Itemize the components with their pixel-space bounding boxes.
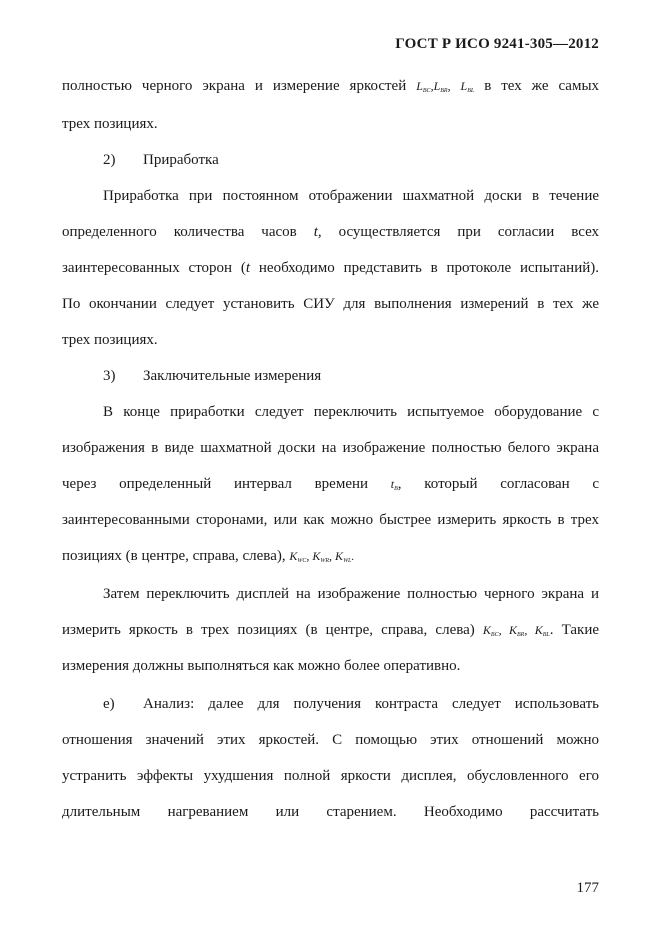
text-line: длительным нагреванием или старением. Необходимо рассчитать	[62, 804, 599, 820]
luminance-symbol: $L_{BC},L_{BR}$,	[416, 79, 451, 94]
text-line: трех позициях.	[62, 116, 158, 132]
page-number: 177	[576, 880, 599, 896]
text-line: устранить эффекты ухудшения полной яркости дисплея, обусловленного его	[62, 768, 599, 784]
text-line: полностью черного экрана и измерение яркостей $L_{BC},L_{BR}$, $L_{BL}$ в тех же самых	[62, 78, 600, 94]
luminance-symbol: $K_{BC}$, $K_{BR}$, $K_{BL}$	[482, 623, 550, 638]
section-heading: 3) Заключительные измерения	[103, 368, 322, 384]
section-heading: 2) Приработка	[103, 152, 219, 168]
time-symbol: $t_B$	[390, 477, 398, 492]
text-line: заинтересованных сторон (t необходимо представить в протоколе испытаний).	[62, 260, 600, 276]
luminance-symbol: $L_{BL}$	[460, 79, 475, 94]
text-line: отношения значений этих яркостей. С помощью этих отношений можно	[62, 732, 599, 748]
text-line: измерения должны выполняться как можно более оперативно.	[62, 658, 461, 674]
text-line: трех позициях.	[62, 332, 158, 348]
text-line: измерить яркость в трех позициях (в центре, справа, слева) $K_{BC}$, $K_{BR}$, $K_{BL}$. Такие	[62, 622, 600, 638]
text-line: заинтересованными сторонами, или как можно быстрее измерить яркость в трех	[62, 512, 599, 528]
text-line: Приработка при постоянном отображении шахматной доски в течение	[103, 188, 599, 204]
text-line: позициях (в центре, справа, слева), $K_{WC}$, $K_{WR}$, $K_{WL}$.	[62, 548, 355, 564]
text-line: В конце приработки следует переключить испытуемое оборудование с	[103, 404, 599, 420]
text-line: Затем переключить дисплей на изображение полностью черного экрана и	[103, 586, 599, 602]
text-line: через определенный интервал времени $t_B$, который согласован с	[62, 476, 600, 492]
text-line: По окончании следует установить СИУ для выполнения измерений в тех же	[62, 296, 599, 312]
luminance-symbol: $K_{WC}$, $K_{WR}$, $K_{WL}$.	[289, 549, 355, 564]
document-header: ГОСТ Р ИСО 9241-305—2012	[395, 36, 599, 52]
text-line: определенного количества часов t, осуществляется при согласии всех	[62, 224, 600, 240]
text-line: изображения в виде шахматной доски на изображение полностью белого экрана	[62, 440, 599, 456]
section-heading: е) Анализ: далее для получения контраста следует использовать	[103, 696, 599, 712]
